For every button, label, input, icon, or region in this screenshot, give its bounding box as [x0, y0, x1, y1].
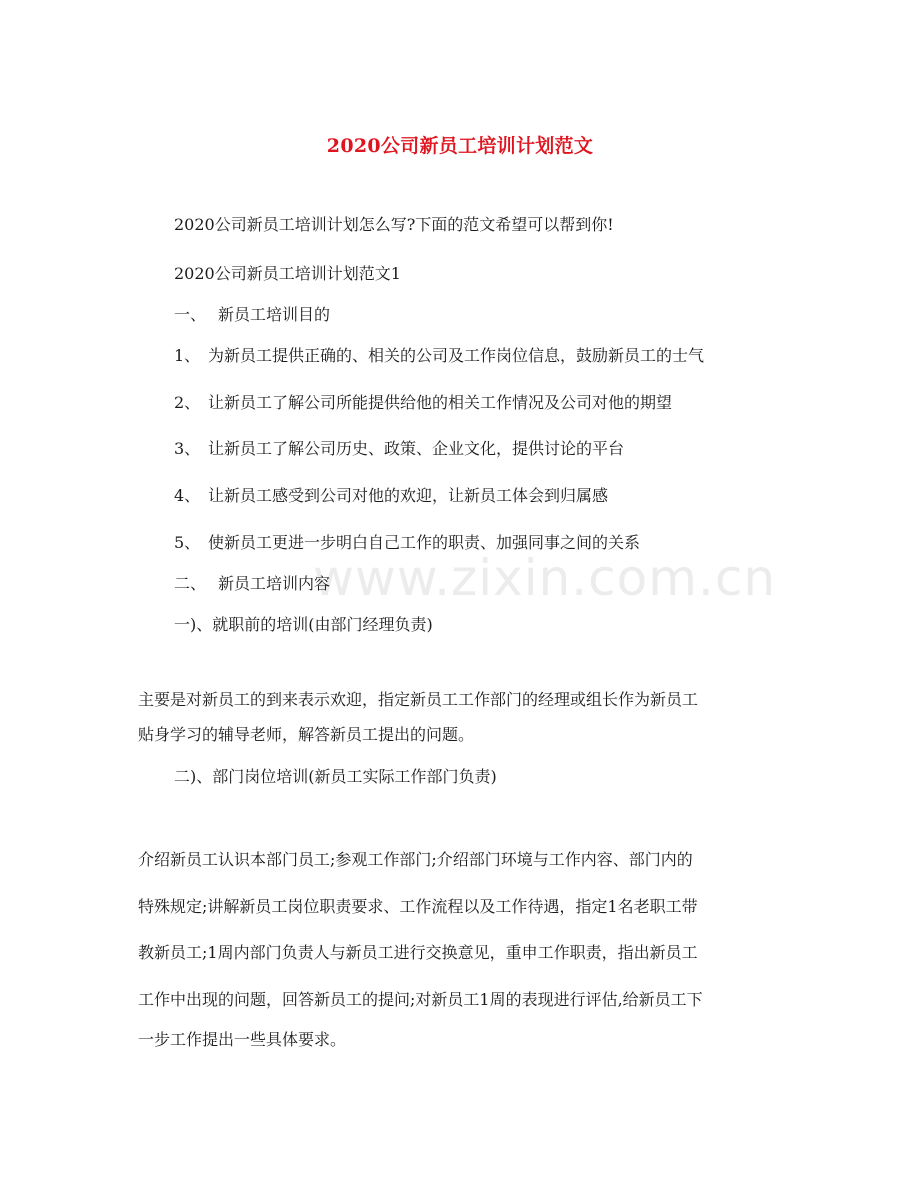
list-item: [174, 393, 672, 413]
list-item-text: 使新员工更进一步明白自己工作的职责、加强同事之间的关系: [208, 533, 641, 552]
list-item: [174, 533, 640, 553]
list-item-text: 让新员工感受到公司对他的欢迎，让新员工体会到归属感: [208, 486, 609, 505]
subsection-heading-1: 一)、就职前的培训(由部门经理负责): [174, 615, 433, 634]
list-item-number: 3、: [174, 439, 201, 458]
list-item: [174, 486, 608, 506]
paragraph-line: 特殊规定;讲解新员工岗位职责要求、工作流程以及工作待遇，指定1名老职工带: [138, 897, 698, 916]
paragraph-line: 工作中出现的问题，回答新员工的提问;对新员工1周的表现进行评估,给新员工下: [138, 990, 703, 1009]
paragraph-line: 教新员工;1周内部门负责人与新员工进行交换意见，重申工作职责，指出新员工: [138, 943, 698, 962]
section-heading-2: [174, 574, 330, 594]
list-item-number: 1、: [174, 346, 201, 365]
subtitle-line: 2020公司新员工培训计划范文1: [174, 264, 401, 283]
intro-line: 2020公司新员工培训计划怎么写?下面的范文希望可以帮到你!: [174, 215, 614, 234]
document-title: 2020公司新员工培训计划范文: [326, 135, 594, 157]
section-text: 新员工培训内容: [218, 574, 331, 593]
list-item-text: 为新员工提供正确的、相关的公司及工作岗位信息，鼓励新员工的士气: [208, 346, 705, 365]
paragraph-line: 贴身学习的辅导老师，解答新员工提出的问题。: [138, 725, 475, 744]
list-item-text: 让新员工了解公司历史、政策、企业文化，提供讨论的平台: [208, 439, 625, 458]
list-item-text: 让新员工了解公司所能提供给他的相关工作情况及公司对他的期望: [208, 393, 673, 412]
section-text: 新员工培训目的: [218, 305, 331, 324]
list-item-number: 5、: [174, 533, 201, 552]
subsection-heading-2: 二)、部门岗位培训(新员工实际工作部门负责): [174, 767, 497, 786]
section-number: 二、: [174, 574, 207, 593]
paragraph-line: 一步工作提出一些具体要求。: [138, 1030, 347, 1049]
list-item-number: 4、: [174, 486, 201, 505]
paragraph-line: 主要是对新员工的到来表示欢迎，指定新员工工作部门的经理或组长作为新员工: [138, 690, 699, 709]
watermark: www.zixin.com.cn: [313, 549, 777, 607]
paragraph-line: 介绍新员工认识本部门员工;参观工作部门;介绍部门环境与工作内容、部门内的: [138, 850, 693, 869]
list-item-number: 2、: [174, 393, 201, 412]
list-item: [174, 346, 704, 366]
section-number: 一、: [174, 305, 207, 324]
list-item: [174, 439, 624, 459]
section-heading-1: [174, 305, 330, 325]
